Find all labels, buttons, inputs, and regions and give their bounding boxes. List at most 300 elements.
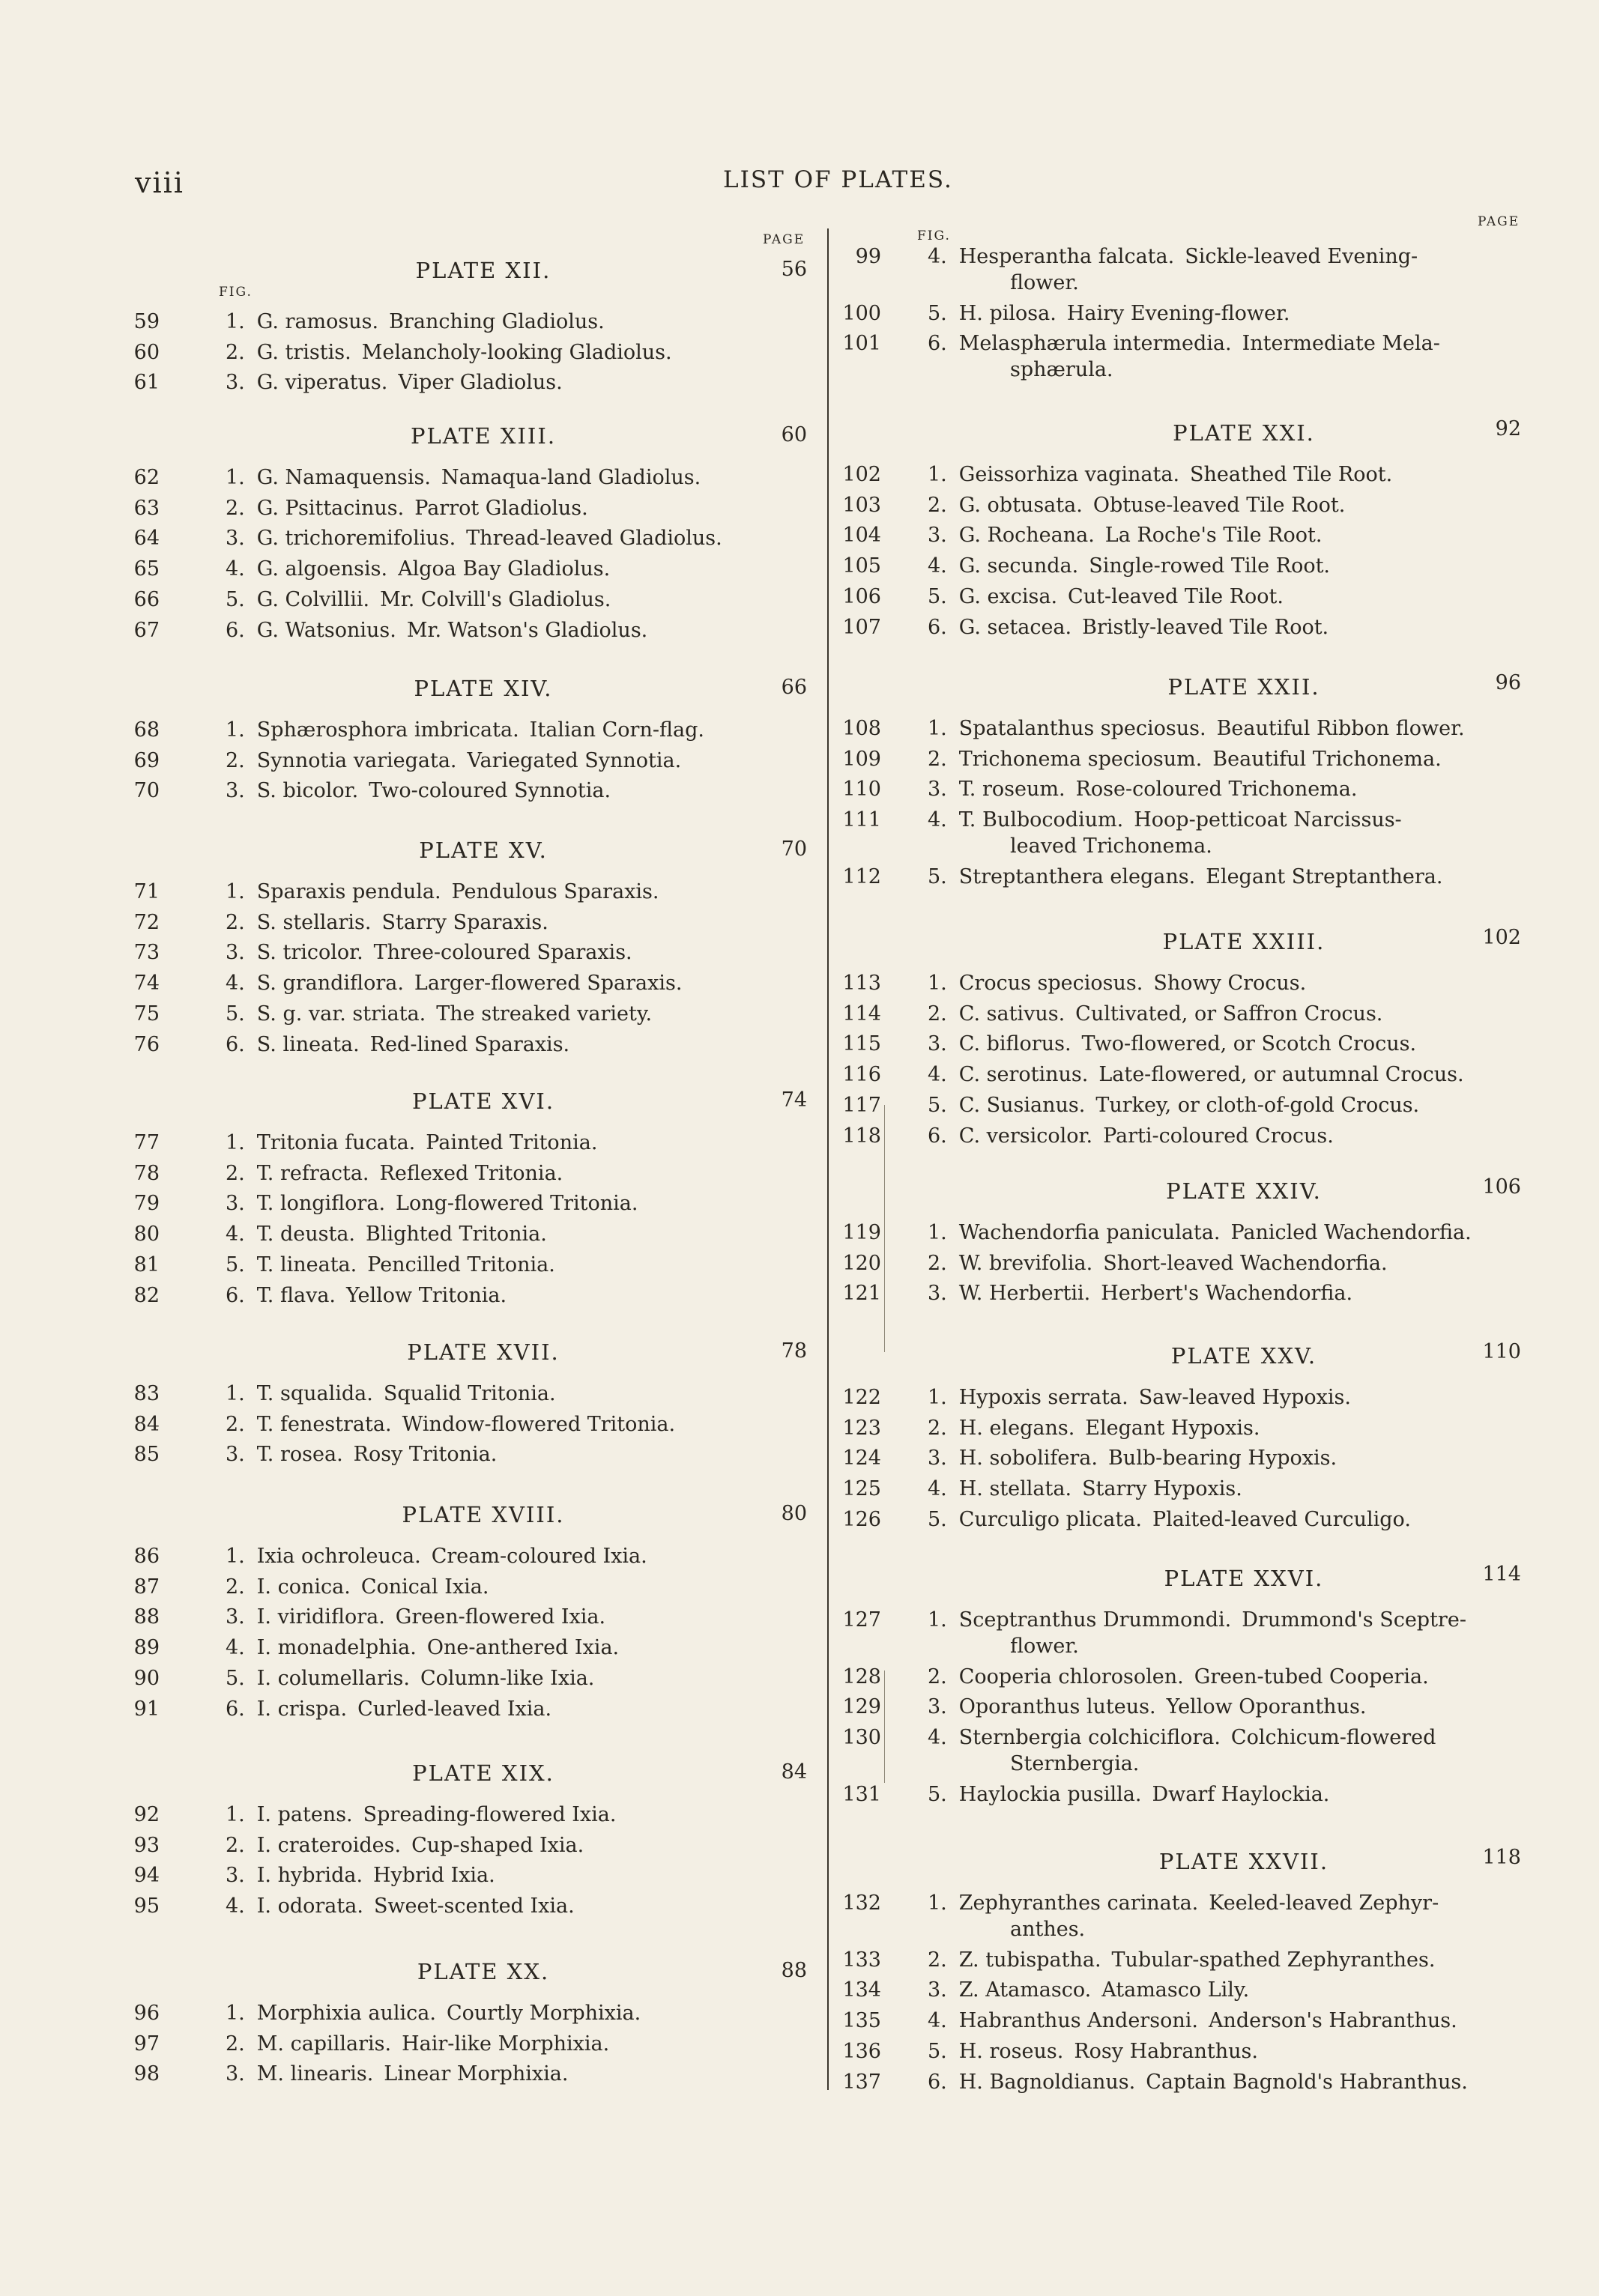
english-name: Conical Ixia.: [360, 1575, 489, 1599]
plate-entry: [226, 619, 647, 642]
figure-number: 100: [842, 301, 881, 325]
entry-index: 2.: [226, 910, 245, 934]
figure-number: 75: [133, 1002, 160, 1026]
latin-name: C. sativus.: [958, 1002, 1066, 1026]
latin-name: Tritonia fucata.: [256, 1131, 416, 1154]
english-name: Pencilled Tritonia.: [367, 1252, 555, 1276]
entry-index: 3.: [226, 527, 245, 551]
figure-number: 101: [842, 332, 881, 356]
english-name: Hair-like Morphixia.: [402, 2032, 610, 2056]
latin-name: I. conica.: [256, 1575, 351, 1599]
entry-index: 5.: [226, 1002, 245, 1026]
latin-name: I. monadelphia.: [256, 1636, 417, 1660]
english-name: Beautiful Ribbon flower.: [1216, 717, 1465, 740]
plate-entry: [928, 524, 1322, 547]
plate-entry: [928, 245, 1418, 268]
english-name: Showy Crocus.: [1153, 972, 1307, 995]
fig-column-label: FIG.: [219, 285, 253, 300]
figure-number: 78: [133, 1161, 160, 1185]
figure-number: 68: [133, 718, 160, 742]
english-name: Mr. Colvill's Gladiolus.: [380, 587, 611, 611]
figure-number: 106: [842, 584, 881, 608]
plate-entry: [226, 1545, 647, 1568]
plate-entry: [226, 557, 610, 581]
entry-index: 1.: [928, 972, 947, 995]
english-name: Rosy Habranthus.: [1074, 2039, 1258, 2063]
english-name: Curled-leaved Ixia.: [357, 1697, 552, 1721]
figure-number: 113: [842, 972, 881, 995]
latin-name: T. fenestrata.: [256, 1412, 392, 1436]
plate-entry: [226, 972, 682, 995]
english-name: Window-flowered Tritonia.: [402, 1412, 676, 1436]
plate-entry: [928, 1063, 1464, 1086]
plate-title: PLATE XIX.: [412, 1760, 554, 1786]
figure-number: 77: [133, 1131, 160, 1154]
latin-name: C. serotinus.: [958, 1063, 1089, 1087]
entry-index: 3.: [226, 1864, 245, 1888]
latin-name: W. brevifolia.: [958, 1251, 1093, 1275]
latin-name: S. stellaris.: [256, 910, 372, 934]
english-name: Elegant Streptanthera.: [1206, 864, 1443, 888]
plate-entry: [928, 332, 1440, 355]
entry-index: 3.: [928, 524, 947, 548]
english-name: Beautiful Trichonema.: [1212, 747, 1442, 771]
plate-entry: [928, 1386, 1351, 1409]
plate-entry: [928, 972, 1306, 995]
figure-number: 107: [842, 615, 881, 639]
english-name-continued: flower.: [1010, 271, 1079, 294]
entry-index: 1.: [226, 1131, 245, 1154]
plate-entry: [928, 1032, 1416, 1055]
plate-entry: [226, 1002, 652, 1026]
latin-name: H. stellata.: [958, 1477, 1072, 1501]
figure-number: 93: [133, 1833, 160, 1857]
plate-entry: [226, 310, 605, 333]
figure-number: 123: [842, 1416, 881, 1440]
english-name: Turkey, or cloth-of-gold Crocus.: [1095, 1093, 1420, 1117]
right-fig-rule-1: [884, 1105, 885, 1352]
plate-entry: [226, 1443, 497, 1466]
latin-name: Streptanthera elegans.: [958, 864, 1196, 888]
latin-name: H. pilosa.: [958, 301, 1057, 325]
entry-index: 4.: [928, 1477, 947, 1501]
latin-name: G. Watsonius.: [256, 618, 396, 642]
english-name: Short-leaved Wachendorfia.: [1103, 1251, 1388, 1275]
latin-name: G. excisa.: [958, 584, 1058, 608]
latin-name: Curculigo plicata.: [958, 1507, 1142, 1531]
figure-number: 124: [842, 1447, 881, 1470]
plate-title: PLATE XII.: [415, 258, 551, 283]
latin-name: Sceptranthus Drummondi.: [958, 1608, 1232, 1632]
english-name: Bulb-bearing Hypoxis.: [1107, 1447, 1337, 1470]
latin-name: M. linearis.: [256, 2062, 374, 2086]
figure-number: 90: [133, 1666, 160, 1690]
plate-entry: [226, 779, 611, 802]
latin-name: C. Susianus.: [958, 1093, 1086, 1117]
plate-entry: [928, 1891, 1439, 1915]
figure-number: 76: [133, 1032, 160, 1056]
plate-page-number: 78: [781, 1339, 807, 1363]
plate-entry: [928, 1695, 1366, 1718]
entry-index: 5.: [226, 1666, 245, 1690]
latin-name: H. sobolifera.: [958, 1447, 1098, 1470]
plate-entry: [226, 749, 681, 772]
english-name-continued: anthes.: [1010, 1918, 1086, 1941]
plate-page-number: 92: [1495, 417, 1521, 440]
plate-entry: [226, 1284, 507, 1307]
figure-number: 125: [842, 1477, 881, 1501]
entry-index: 6.: [226, 1283, 245, 1307]
plate-entry: [226, 1575, 489, 1599]
entry-index: 3.: [928, 1695, 947, 1719]
english-name-continued: leaved Trichonema.: [1010, 835, 1212, 858]
plate-entry: [928, 865, 1442, 888]
plate-title: PLATE XXIV.: [1166, 1178, 1322, 1204]
entry-index: 3.: [928, 1447, 947, 1470]
plate-page-number: 70: [781, 837, 807, 861]
plate-entry: [226, 2062, 568, 2086]
plate-entry: [928, 1726, 1436, 1749]
plate-entry: [928, 494, 1345, 517]
plate-entry: [226, 1605, 605, 1629]
entry-index: 3.: [226, 2062, 245, 2086]
entry-index: 3.: [226, 1605, 245, 1629]
latin-name: W. Herbertii.: [958, 1282, 1091, 1306]
entry-index: 3.: [226, 1192, 245, 1216]
english-name: Drummond's Sceptre-: [1242, 1608, 1466, 1632]
plate-entry: [226, 1864, 495, 1887]
figure-number: 96: [133, 2002, 160, 2025]
english-name: Thread-leaved Gladiolus.: [466, 527, 722, 551]
figure-number: 119: [842, 1221, 881, 1244]
latin-name: T. squalida.: [256, 1382, 373, 1405]
plate-title: PLATE XVI.: [411, 1088, 555, 1114]
english-name: Sheathed Tile Root.: [1190, 463, 1393, 486]
english-name: Cream-coloured Ixia.: [431, 1545, 647, 1568]
latin-name: Synnotia variegata.: [256, 748, 457, 772]
plate-title: PLATE XIII.: [410, 423, 557, 449]
english-name: Yellow Tritonia.: [346, 1283, 507, 1307]
plate-entry: [928, 1783, 1329, 1806]
plate-title: PLATE XXVII.: [1158, 1849, 1329, 1874]
plate-title: PLATE XXVI.: [1164, 1566, 1324, 1591]
plate-page-number: 80: [781, 1502, 807, 1525]
english-name: Cultivated, or Saffron Crocus.: [1075, 1002, 1383, 1026]
figure-number: 97: [133, 2032, 160, 2056]
entry-index: 5.: [928, 301, 947, 325]
plate-entry: [226, 1636, 619, 1659]
latin-name: Trichonema speciosum.: [958, 747, 1203, 771]
english-name: Courtly Morphixia.: [446, 2002, 641, 2025]
entry-index: 4.: [226, 1223, 245, 1247]
english-name: Starry Sparaxis.: [381, 910, 548, 934]
latin-name: G. tristis.: [256, 340, 351, 364]
figure-number: 89: [133, 1636, 160, 1660]
plate-entry: [226, 880, 659, 903]
plate-entry: [928, 616, 1329, 639]
latin-name: G. Psittacinus.: [256, 496, 405, 520]
figure-number: 130: [842, 1726, 881, 1750]
plate-entry: [226, 1697, 551, 1721]
plate-entry: [226, 1382, 556, 1405]
plate-entry: [226, 2032, 609, 2056]
entry-index: 2.: [928, 1416, 947, 1440]
plate-entry: [226, 1834, 584, 1857]
english-name: Pendulous Sparaxis.: [451, 880, 659, 903]
english-name: Rose-coloured Trichonema.: [1075, 778, 1358, 802]
entry-index: 3.: [226, 941, 245, 965]
figure-number: 120: [842, 1251, 881, 1275]
latin-name: G. obtusata.: [958, 493, 1083, 517]
figure-number: 128: [842, 1665, 881, 1688]
figure-number: 98: [133, 2062, 160, 2086]
figure-number: 67: [133, 618, 160, 642]
english-name: Red-lined Sparaxis.: [369, 1032, 570, 1056]
latin-name: Geissorhiza vaginata.: [958, 463, 1180, 486]
page-column-label: PAGE: [763, 232, 805, 247]
english-name: Squalid Tritonia.: [383, 1382, 556, 1405]
english-name: Sweet-scented Ixia.: [373, 1894, 575, 1918]
entry-index: 1.: [928, 1608, 947, 1632]
entry-index: 1.: [226, 466, 245, 489]
latin-name: G. trichoremifolius.: [256, 527, 456, 551]
latin-name: Morphixia aulica.: [256, 2002, 436, 2025]
figure-number: 86: [133, 1545, 160, 1568]
figure-number: 131: [842, 1782, 881, 1806]
figure-number: 63: [133, 496, 160, 520]
english-name-continued: Sternbergia.: [1010, 1752, 1140, 1776]
english-name: Rosy Tritonia.: [353, 1443, 498, 1467]
latin-name: Ixia ochroleuca.: [256, 1545, 421, 1568]
plate-entry: [226, 497, 588, 520]
english-name: Hairy Evening-flower.: [1066, 301, 1290, 325]
entry-index: 3.: [928, 1032, 947, 1056]
figure-number: 87: [133, 1575, 160, 1599]
plate-entry: [928, 585, 1284, 608]
entry-index: 6.: [928, 332, 947, 356]
latin-name: T. refracta.: [256, 1161, 369, 1185]
figure-number: 112: [842, 864, 881, 888]
english-name: Larger-flowered Sparaxis.: [414, 972, 683, 996]
english-name: Two-flowered, or Scotch Crocus.: [1081, 1032, 1417, 1056]
plate-title: PLATE XVII.: [407, 1339, 560, 1365]
entry-index: 5.: [928, 1093, 947, 1117]
latin-name: H. roseus.: [958, 2039, 1064, 2063]
entry-index: 4.: [226, 1894, 245, 1918]
plate-title: PLATE XVIII.: [402, 1502, 565, 1527]
entry-index: 2.: [928, 493, 947, 517]
figure-number: 95: [133, 1894, 160, 1918]
plate-title: PLATE XX.: [417, 1959, 550, 1984]
english-name: Italian Corn-flag.: [529, 718, 704, 742]
latin-name: I. patens.: [256, 1803, 353, 1826]
latin-name: I. odorata.: [256, 1894, 363, 1918]
entry-index: 5.: [226, 1252, 245, 1276]
figure-number: 111: [842, 808, 881, 832]
plate-entry: [928, 1447, 1337, 1470]
english-name: Green-tubed Cooperia.: [1194, 1665, 1429, 1688]
plate-entry: [226, 718, 704, 742]
latin-name: S. g. var. striata.: [256, 1002, 426, 1026]
plate-entry: [226, 1162, 563, 1185]
entry-index: 2.: [226, 1412, 245, 1436]
latin-name: Hypoxis serrata.: [958, 1386, 1128, 1409]
latin-name: T. roseum.: [958, 778, 1066, 802]
latin-name: G. viperatus.: [256, 371, 388, 395]
latin-name: Zephyranthes carinata.: [958, 1891, 1199, 1915]
latin-name: Oporanthus luteus.: [958, 1695, 1156, 1719]
right-fig-rule-2: [884, 1670, 885, 1783]
plate-page-number: 88: [781, 1959, 807, 1982]
plate-entry: [928, 1508, 1411, 1531]
plate-title: PLATE XXII.: [1167, 674, 1320, 700]
figure-number: 71: [133, 880, 160, 903]
plate-entry: [928, 1124, 1334, 1148]
english-name: Cut-leaved Tile Root.: [1068, 584, 1284, 608]
plate-entry: [226, 941, 632, 964]
entry-index: 2.: [928, 1665, 947, 1688]
latin-name: G. setacea.: [958, 615, 1072, 639]
latin-name: I. viridiflora.: [256, 1605, 385, 1629]
figure-number: 114: [842, 1002, 881, 1026]
figure-number: 80: [133, 1223, 160, 1247]
plate-page-number: 110: [1482, 1340, 1521, 1363]
entry-index: 2.: [226, 748, 245, 772]
figure-number: 94: [133, 1864, 160, 1888]
plate-entry: [928, 1282, 1352, 1305]
plate-entry: [226, 527, 722, 550]
english-name: Hoop-petticoat Narcissus-: [1134, 808, 1402, 832]
figure-number: 109: [842, 747, 881, 771]
figure-number: 127: [842, 1608, 881, 1632]
english-name: Linear Morphixia.: [384, 2062, 569, 2086]
plate-entry: [928, 2040, 1258, 2063]
figure-number: 115: [842, 1032, 881, 1056]
entry-index: 1.: [928, 1221, 947, 1244]
plate-entry: [928, 748, 1442, 771]
latin-name: S. tricolor.: [256, 941, 363, 965]
entry-index: 2.: [226, 340, 245, 364]
english-name: Obtuse-leaved Tile Root.: [1092, 493, 1346, 517]
figure-number: 116: [842, 1063, 881, 1087]
english-name: Long-flowered Tritonia.: [396, 1192, 638, 1216]
figure-number: 82: [133, 1283, 160, 1307]
plate-entry: [928, 717, 1465, 740]
english-name: Atamasco Lily.: [1101, 1978, 1250, 2002]
latin-name: Z. tubispatha.: [958, 1948, 1101, 1972]
figure-number: 88: [133, 1605, 160, 1629]
figure-number: 117: [842, 1093, 881, 1117]
entry-index: 2.: [928, 1948, 947, 1972]
figure-number: 72: [133, 910, 160, 934]
entry-index: 2.: [226, 496, 245, 520]
english-name: Algoa Bay Gladiolus.: [398, 557, 611, 581]
plate-page-number: 60: [781, 423, 807, 446]
figure-number: 122: [842, 1386, 881, 1409]
latin-name: Sternbergia colchiciflora.: [958, 1726, 1221, 1750]
english-name: Dwarf Haylockia.: [1152, 1782, 1330, 1806]
figure-number: 118: [842, 1124, 881, 1148]
plate-entry: [226, 1131, 597, 1154]
entry-index: 1.: [226, 2002, 245, 2025]
entry-index: 1.: [928, 1891, 947, 1915]
latin-name: I. columellaris.: [256, 1666, 410, 1690]
plate-entry: [226, 1223, 547, 1246]
plate-entry: [226, 1033, 569, 1056]
english-name: Melancholy-looking Gladiolus.: [361, 340, 672, 364]
plate-entry: [928, 1978, 1249, 2002]
latin-name: S. lineata.: [256, 1032, 360, 1056]
figure-number: 105: [842, 554, 881, 578]
latin-name: S. bicolor.: [256, 779, 359, 803]
figure-number: 103: [842, 493, 881, 517]
latin-name: T. flava.: [256, 1283, 336, 1307]
page-number: viii: [135, 166, 184, 199]
figure-number: 99: [855, 245, 881, 268]
figure-number: 108: [842, 717, 881, 740]
plate-entry: [226, 588, 611, 611]
latin-name: Habranthus Andersoni.: [958, 2009, 1198, 2033]
plate-entry: [928, 778, 1357, 801]
plate-entry: [928, 2071, 1468, 2094]
figure-number: 59: [133, 310, 160, 333]
plate-page-number: 118: [1482, 1846, 1521, 1869]
entry-index: 2.: [226, 1833, 245, 1857]
english-name: Viper Gladiolus.: [398, 371, 563, 395]
english-name: Blighted Tritonia.: [366, 1223, 547, 1247]
english-name: Green-flowered Ixia.: [395, 1605, 606, 1629]
english-name: Colchicum-flowered: [1230, 1726, 1436, 1750]
latin-name: S. grandiflora.: [256, 972, 404, 996]
entry-index: 4.: [928, 808, 947, 832]
entry-index: 3.: [226, 1443, 245, 1467]
figure-number: 136: [842, 2039, 881, 2063]
latin-name: I. hybrida.: [256, 1864, 363, 1888]
latin-name: M. capillaris.: [256, 2032, 392, 2056]
plate-entry: [928, 463, 1392, 486]
figure-number: 64: [133, 527, 160, 551]
figure-number: 104: [842, 524, 881, 548]
english-name: Elegant Hypoxis.: [1085, 1416, 1260, 1440]
figure-number: 73: [133, 941, 160, 965]
english-name: Variegated Synnotia.: [467, 748, 682, 772]
entry-index: 6.: [928, 1124, 947, 1148]
entry-index: 3.: [928, 1978, 947, 2002]
plate-page-number: 96: [1495, 671, 1521, 694]
entry-index: 5.: [928, 584, 947, 608]
figure-number: 92: [133, 1803, 160, 1826]
latin-name: I. crispa.: [256, 1697, 348, 1721]
figure-number: 132: [842, 1891, 881, 1915]
english-name: Plaited-leaved Curculigo.: [1152, 1507, 1411, 1531]
figure-number: 84: [133, 1412, 160, 1436]
entry-index: 1.: [226, 1803, 245, 1826]
plate-page-number: 106: [1482, 1175, 1521, 1199]
latin-name: T. longiflora.: [256, 1192, 386, 1216]
plate-entry: [226, 911, 548, 934]
plate-title: PLATE XXI.: [1173, 420, 1315, 446]
plate-page-number: 66: [781, 676, 807, 699]
entry-index: 2.: [928, 1251, 947, 1275]
english-name: Herbert's Wachendorfia.: [1101, 1282, 1353, 1306]
entry-index: 5.: [226, 587, 245, 611]
latin-name: Sparaxis pendula.: [256, 880, 441, 903]
english-name: Spreading-flowered Ixia.: [363, 1803, 617, 1826]
entry-index: 5.: [928, 2039, 947, 2063]
figure-number: 81: [133, 1252, 160, 1276]
entry-index: 1.: [226, 1382, 245, 1405]
english-name: Sickle-leaved Evening-: [1185, 245, 1418, 268]
